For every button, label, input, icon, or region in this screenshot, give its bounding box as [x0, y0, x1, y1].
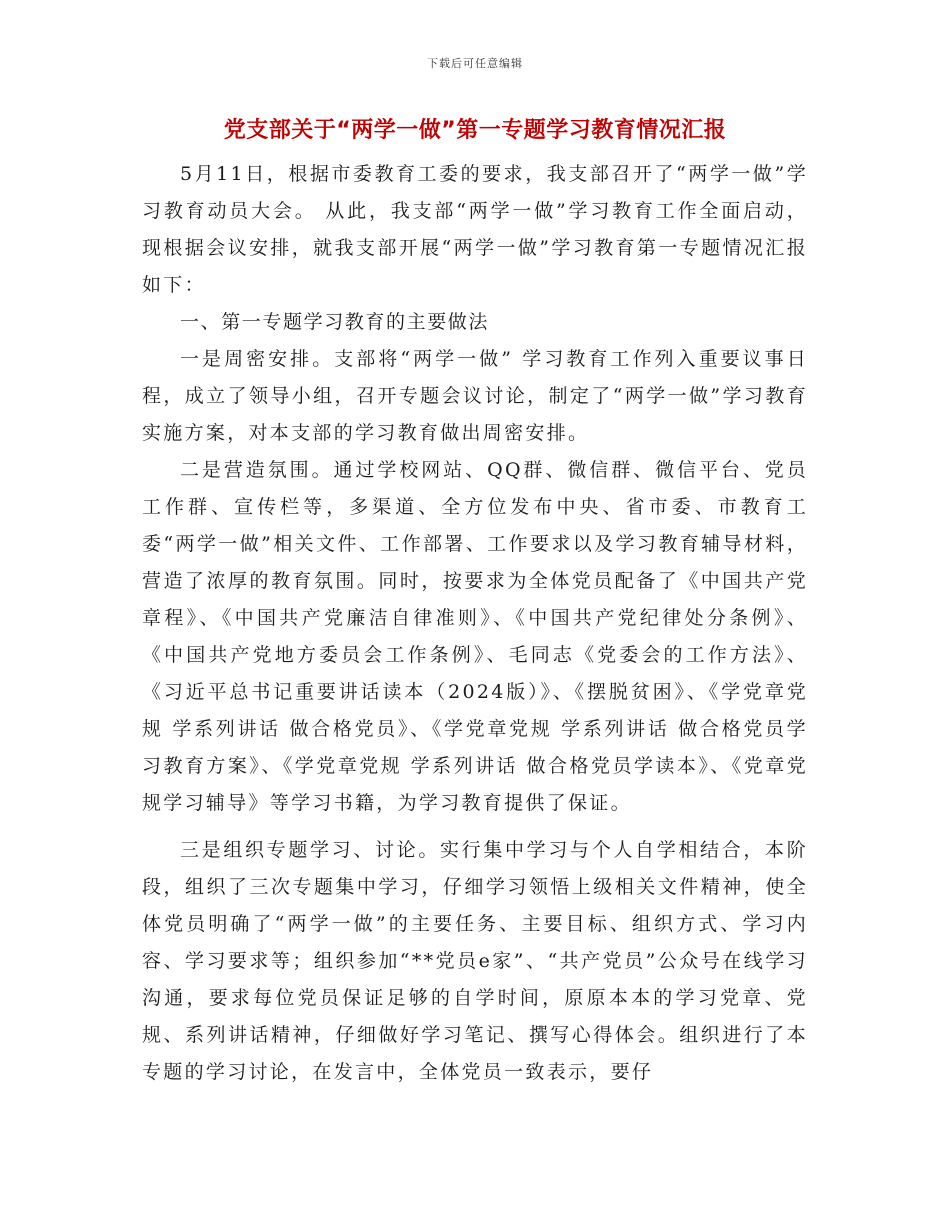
paragraph-intro: 5月11日，根据市委教育工委的要求，我支部召开了“两学一做”学习教育动员大会。 从此，我支部“两学一做”学习教育工作全面启动，现根据会议安排，就我支部开展“两学一做”学习教育第一专题情况汇报如下：	[142, 163, 808, 296]
document-title: 党支部关于“两学一做”第一专题学习教育情况汇报	[223, 118, 727, 143]
page-header-note: 下载后可任意编辑	[427, 57, 523, 70]
paragraph-atmosphere: 二是营造氛围。通过学校网站、QQ群、微信群、微信平台、党员工作群、宣传栏等，多渠道、全方位发布中央、省市委、市教育工委“两学一做”相关文件、工作部署、工作要求以及学习教育辅导材料，营造了浓厚的教育氛围。同时，按要求为全体党员配备了《中国共产党章程》、《中国共产党廉洁自律准则》、《中国共产党纪律处分条例》、《中国共产党地方委员会工作条例》、毛同志《党委会的工作方法》、《习近平总书记重要讲话读本（2024版）》、《摆脱贫困》、《学党章党规 学系列讲话 做合格党员》、《学党章党规 学系列讲话 做合格党员学习教育方案》、《学党章党规 学系列讲话 做合格党员学读本》、《党章党规学习辅导》等学习书籍，为学习教育提供了保证。	[142, 459, 808, 814]
paragraph-study-discussion: 三是组织专题学习、讨论。实行集中学习与个人自学相结合，本阶段，组织了三次专题集中学习，仔细学习领悟上级相关文件精神，使全体党员明确了“两学一做”的主要任务、主要目标、组织方式、学习内容、学习要求等；组织参加“**党员e家”、“共产党员”公众号在线学习沟通，要求每位党员保证足够的自学时间，原原本本的学习党章、党规、系列讲话精神，仔细做好学习笔记、撰写心得体会。组织进行了本专题的学习讨论，在发言中，全体党员一致表示，要仔	[142, 839, 808, 1083]
section-heading-1: 一、第一专题学习教育的主要做法	[180, 311, 490, 333]
paragraph-arrangement: 一是周密安排。支部将“两学一做” 学习教育工作列入重要议事日程，成立了领导小组，召开专题会议讨论，制定了“两学一做”学习教育实施方案，对本支部的学习教育做出周密安排。	[142, 348, 808, 444]
document-body	[142, 156, 808, 1091]
